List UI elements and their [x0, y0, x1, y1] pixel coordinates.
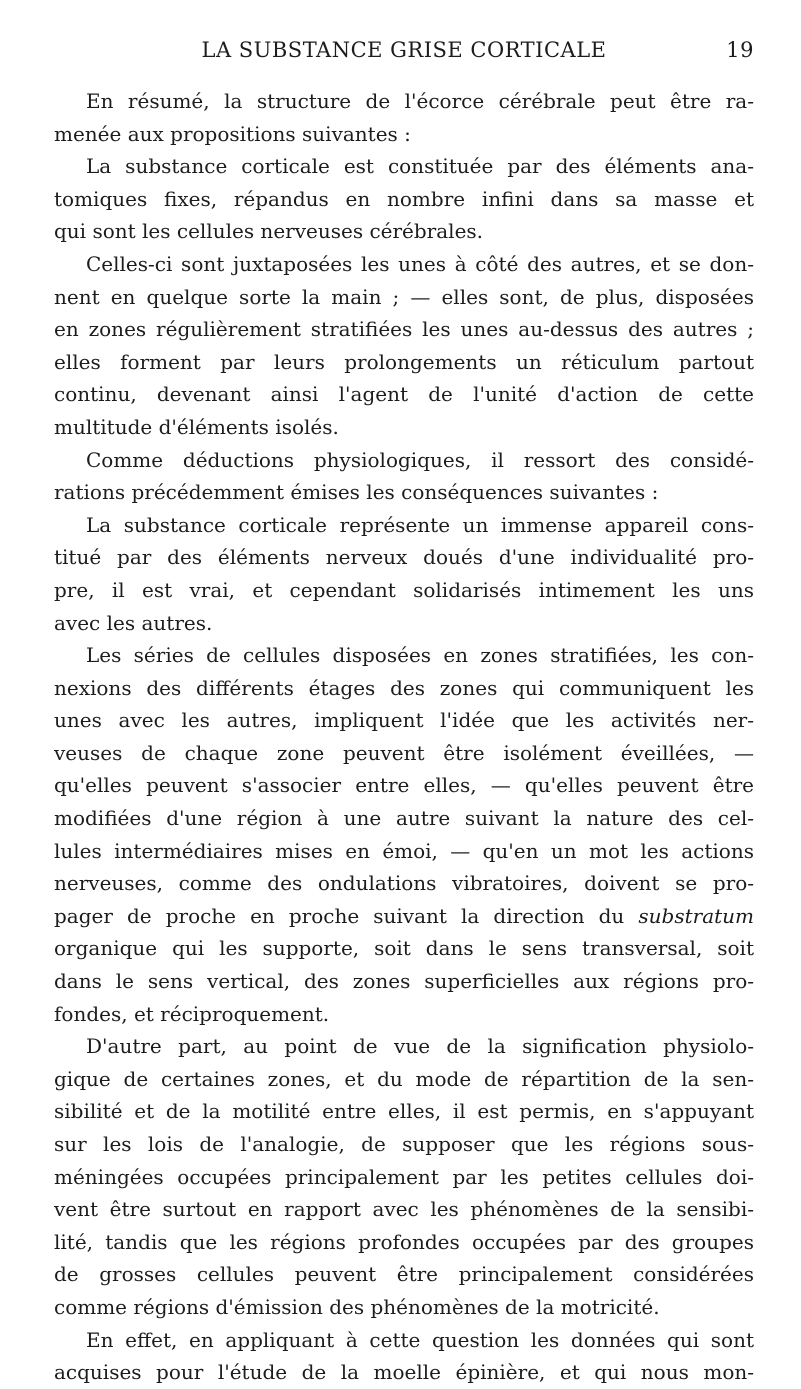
text-line: en zones régulièrement stratifiées les unes au-dessus des autres ; [54, 317, 754, 342]
text-line: sur les lois de l'analogie, de supposer que les régions sous- [54, 1132, 754, 1156]
italic-term: substratum [638, 903, 755, 928]
text-line: qui sont les cellules nerveuses cérébrales. [54, 219, 484, 244]
text-line: acquises pour l'étude de la moelle épinière, et qui nous mon- [54, 1360, 754, 1385]
body-text [54, 85, 754, 1389]
text-line: nexions des différents étages des zones qui communiquent les [54, 675, 754, 700]
text-line: La substance corticale est constituée par des éléments ana- [86, 154, 754, 179]
text-line: qu'elles peuvent s'associer entre elles, — qu'elles peuvent être [54, 773, 754, 798]
text-line: modifiées d'une région à une autre suivant la nature des cel- [54, 806, 754, 831]
text-line: menée aux propositions suivantes : [54, 121, 411, 146]
text-line: Comme déductions physiologiques, il ressort des considé- [86, 447, 754, 472]
text-line: dans le sens vertical, des zones superficielles aux régions pro- [54, 969, 754, 994]
text-line: D'autre part, au point de vue de la signification physiolo- [86, 1034, 754, 1059]
text-line: nent en quelque sorte la main ; — elles sont, de plus, disposées [54, 284, 754, 309]
text-line: de grosses cellules peuvent être principalement considérées [54, 1262, 754, 1287]
text-line: lules intermédiaires mises en émoi, — qu'en un mot les actions [54, 838, 754, 863]
text-line: méningées occupées principalement par les petites cellules doi- [54, 1164, 754, 1189]
text-line: nerveuses, comme des ondulations vibratoires, doivent se pro- [54, 871, 754, 896]
text-line: pre, il est vrai, et cependant solidarisés intimement les uns [54, 577, 754, 602]
text-line: sibilité et de la motilité entre elles, il est permis, en s'appuyant [54, 1099, 754, 1124]
text-line: continu, devenant ainsi l'agent de l'unité d'action de cette [54, 382, 754, 407]
page-number: 19 [726, 38, 754, 62]
text-line: Celles-ci sont juxtaposées les unes à côté des autres, et se don- [86, 251, 754, 276]
text-line: titué par des éléments nerveux doués d'une individualité pro- [54, 545, 754, 570]
text-line: rations précédemment émises les conséquences suivantes : [54, 480, 659, 505]
text-line: tomiques fixes, répandus en nombre infini dans sa masse et [54, 186, 754, 211]
text-line: organique qui les supporte, soit dans le sens transversal, soit [54, 936, 754, 961]
text-line [54, 900, 754, 933]
text-line: elles forment par leurs prolongements un réticulum partout [54, 349, 754, 374]
text-line: La substance corticale représente un immense appareil cons- [86, 512, 754, 537]
text-line: En effet, en appliquant à cette question les données qui sont [86, 1327, 754, 1352]
text-line: fondes, et réciproquement. [54, 1001, 330, 1026]
text-fragment: pager de proche en proche suivant la direction du [54, 903, 625, 928]
text-line: comme régions d'émission des phénomènes de la motricité. [54, 1294, 660, 1319]
text-line: veuses de chaque zone peuvent être isolément éveillées, — [54, 740, 754, 765]
text-line: unes avec les autres, impliquent l'idée que les activités ner- [54, 708, 754, 733]
text-line: avec les autres. [54, 610, 213, 635]
text-line: lité, tandis que les régions profondes occupées par des groupes [54, 1229, 754, 1254]
text-line: Les séries de cellules disposées en zones stratifiées, les con- [86, 643, 754, 668]
text-line: multitude d'éléments isolés. [54, 414, 339, 439]
text-line: gique de certaines zones, et du mode de répartition de la sen- [54, 1066, 754, 1091]
text-line: vent être surtout en rapport avec les phénomènes de la sensibi- [54, 1197, 754, 1222]
running-head [54, 36, 754, 64]
chapter-title: LA SUBSTANCE GRISE CORTICALE [201, 38, 607, 62]
text-line: En résumé, la structure de l'écorce cérébrale peut être ra- [86, 89, 754, 113]
